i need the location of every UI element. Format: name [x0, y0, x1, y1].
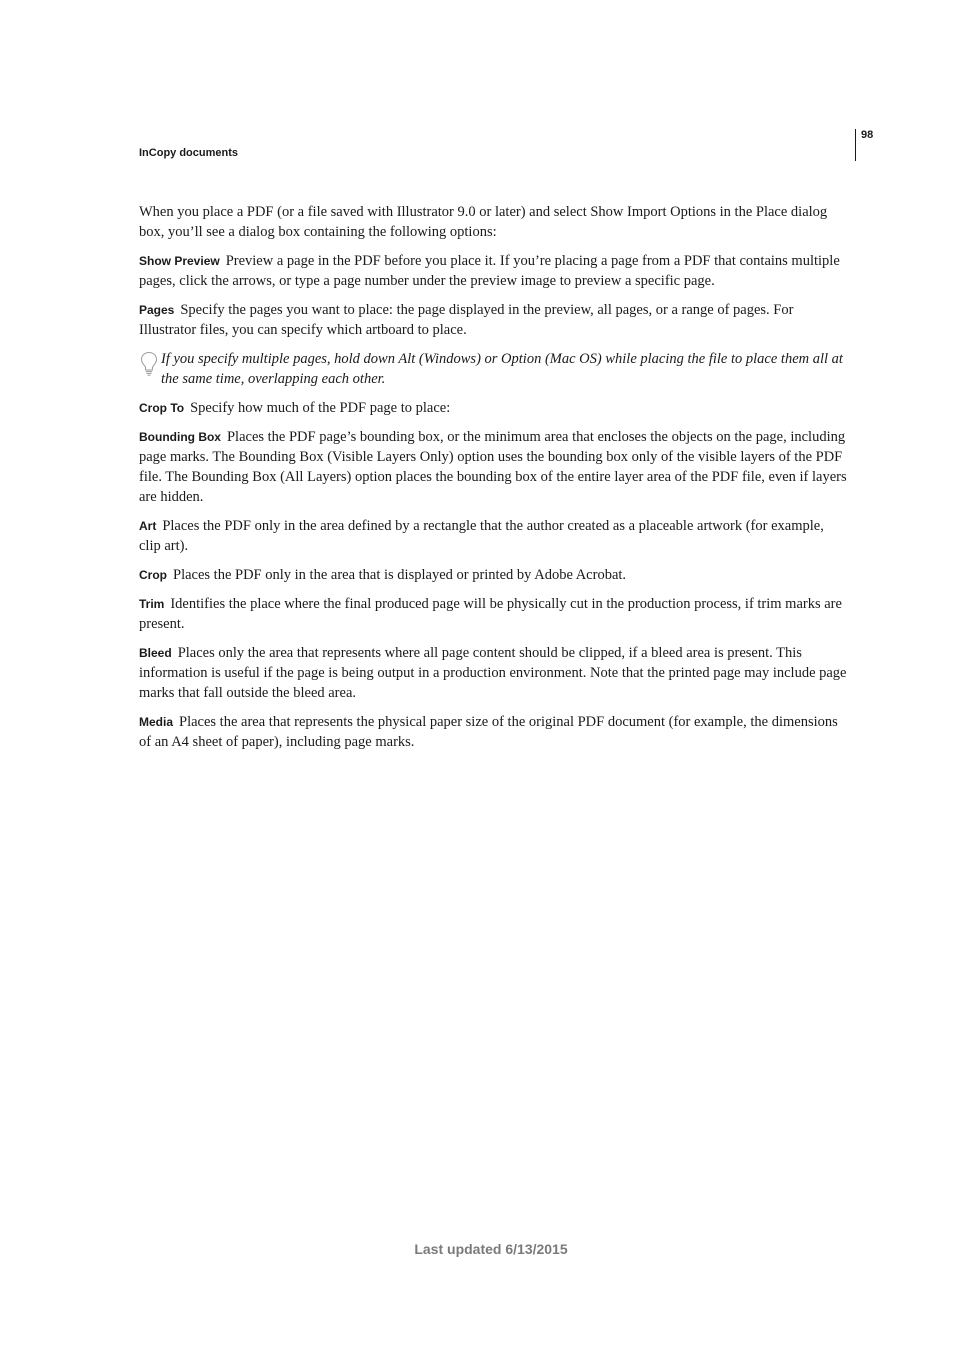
- option-desc: Preview a page in the PDF before you place it. If you’re placing a page from a PDF that contains multiple pages, click the arrows, or type a page number under the preview image to preview a specific page.: [139, 253, 840, 289]
- option-term: Bleed: [139, 646, 172, 660]
- tip-text: If you specify multiple pages, hold down Alt (Windows) or Option (Mac OS) while placing the file to place them all at the same time, overlapping each other.: [161, 351, 843, 387]
- option-crop-to: [139, 398, 849, 418]
- option-term: Art: [139, 519, 157, 533]
- option-desc: Places only the area that represents where all page content should be clipped, if a bleed area is present. This information is useful if the page is being output in a production environment. Note that the printed page may include page marks that fall outside the bleed area.: [139, 645, 847, 701]
- option-term: Crop To: [139, 401, 185, 415]
- option-crop: [139, 565, 849, 585]
- option-term: Media: [139, 715, 174, 729]
- option-trim: [139, 594, 849, 634]
- option-art: [139, 516, 849, 556]
- option-term: Crop: [139, 568, 167, 582]
- option-desc: Places the PDF page’s bounding box, or the minimum area that encloses the objects on the page, including page marks. The Bounding Box (Visible Layers Only) option uses the bounding box only of the visible layers of the PDF file. The Bounding Box (All Layers) option places the bounding box of the entire layer area of the PDF file, even if layers are hidden.: [139, 429, 847, 505]
- running-head: InCopy documents: [139, 147, 239, 159]
- option-bounding-box: [139, 427, 849, 507]
- option-desc: Specify the pages you want to place: the page displayed in the preview, all pages, or a range of pages. For Illustrator files, you can specify which artboard to place.: [139, 302, 794, 338]
- option-desc: Places the PDF only in the area that is displayed or printed by Adobe Acrobat.: [173, 567, 627, 583]
- option-pages: [139, 300, 849, 340]
- option-term: Trim: [139, 597, 165, 611]
- option-term: Pages: [139, 303, 175, 317]
- page-number: 98: [861, 129, 874, 141]
- option-desc: Identifies the place where the final produced page will be physically cut in the production process, if trim marks are present.: [139, 596, 842, 632]
- option-desc: Specify how much of the PDF page to place:: [190, 400, 451, 416]
- option-show-preview: [139, 251, 849, 291]
- body-content: [139, 202, 849, 761]
- option-term: Show Preview: [139, 254, 220, 268]
- option-desc: Places the PDF only in the area defined by a rectangle that the author created as a placeable artwork (for example, clip art).: [139, 518, 824, 554]
- option-bleed: [139, 643, 849, 703]
- footer-last-updated: Last updated 6/13/2015: [414, 1241, 568, 1257]
- tip-paragraph: [139, 349, 849, 389]
- page-number-rule: [855, 129, 856, 161]
- option-media: [139, 712, 849, 752]
- intro-paragraph: When you place a PDF (or a file saved with Illustrator 9.0 or later) and select Show Import Options in the Place dialog box, you’ll see a dialog box containing the following options:: [139, 204, 828, 240]
- lightbulb-icon: [140, 351, 158, 377]
- option-term: Bounding Box: [139, 430, 221, 444]
- option-desc: Places the area that represents the physical paper size of the original PDF document (for example, the dimensions of an A4 sheet of paper), including page marks.: [139, 714, 838, 750]
